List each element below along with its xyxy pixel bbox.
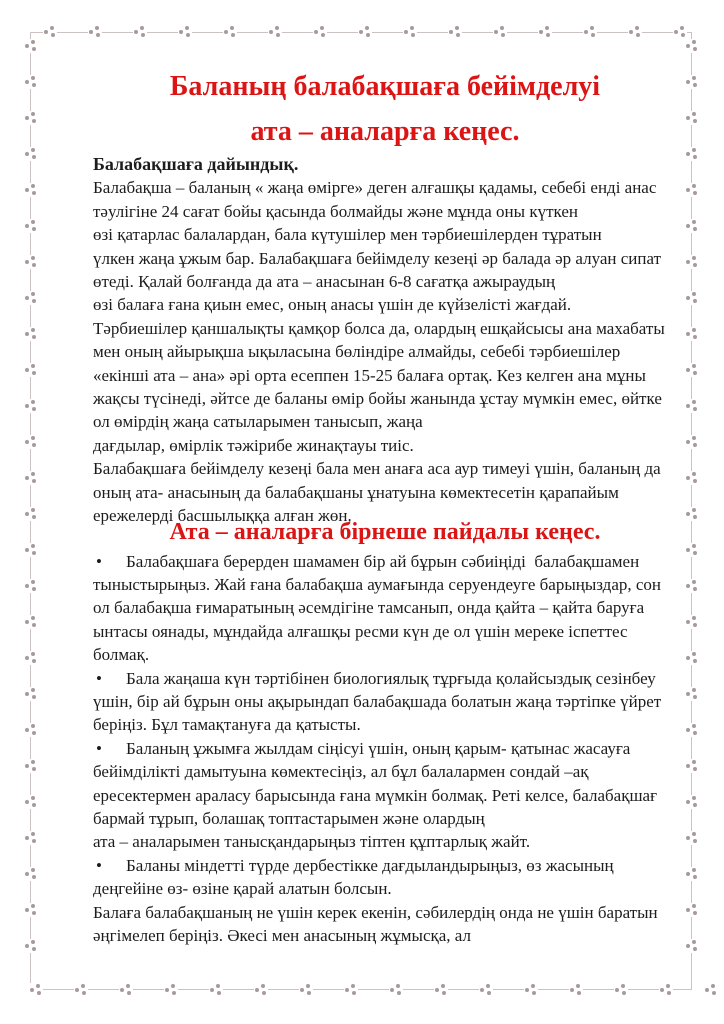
text-line: деңгейіне өз- өзіне қарай алатын болсын.: [93, 879, 392, 899]
ornament-dots-icon: [685, 399, 699, 413]
text-line: ата – аналарымен танысқандарыңыз тіптен құптарлық жайт.: [93, 832, 531, 852]
ornament-dots-icon: [43, 25, 57, 39]
bullet-line: • Баланың ұжымға жылдам сіңісуі үшін, оның қарым- қатынас жасауға: [93, 737, 677, 760]
ornament-dots-icon: [704, 983, 718, 997]
intro-paragraph: [93, 176, 677, 527]
ornament-dots-icon: [685, 831, 699, 845]
ornament-dots-icon: [583, 25, 597, 39]
ornament-dots-icon: [479, 983, 493, 997]
ornament-dots-icon: [685, 615, 699, 629]
ornament-dots-icon: [24, 903, 38, 917]
document-title: Баланың балабақшаға бейімделуі: [169, 71, 601, 102]
text-line: Балаға балабақшаның не үшін керек екенін, сәбилердің онда не үшін баратын: [93, 902, 658, 922]
ornament-dots-icon: [685, 147, 699, 161]
ornament-dots-icon: [685, 939, 699, 953]
ornament-dots-icon: [538, 25, 552, 39]
ornament-dots-icon: [685, 795, 699, 809]
ornament-dots-icon: [685, 759, 699, 773]
ornament-dots-icon: [178, 25, 192, 39]
bullet-icon: •: [96, 738, 102, 758]
text-line: болмақ.: [93, 645, 150, 665]
bullet-line: • Баланы міндетті түрде дербестікке дағдыландырыңыз, өз жасының: [93, 854, 677, 877]
text-line: дағдылар, өмірлік тәжірибе жинақтауы тиіс.: [93, 435, 414, 455]
ornament-dots-icon: [685, 291, 699, 305]
ornament-dots-icon: [24, 111, 38, 125]
section-heading: Балабақшаға дайындық.: [93, 154, 299, 174]
advice-heading: Ата – аналарға бірнеше пайдалы кеңес.: [169, 518, 601, 545]
document-content: [93, 70, 677, 947]
text-line: ересектермен араласу барысында ғана мүмкін болмақ. Реті келсе, балабақшағ: [93, 785, 658, 805]
ornament-dots-icon: [24, 579, 38, 593]
text-line: бармай тұрып, болашақ топтастарымен және олардың: [93, 808, 485, 828]
ornament-dots-icon: [313, 25, 327, 39]
ornament-dots-icon: [24, 183, 38, 197]
text-line: әңгімелеп беріңіз. Әкесі мен анасының жұмысқа, ал: [93, 926, 471, 945]
text-line: тәулігіне 24 сағат бойы қасында болмайды және мұнда оны күткен: [93, 201, 578, 221]
ornament-dots-icon: [24, 291, 38, 305]
ornament-dots-icon: [24, 615, 38, 629]
ornament-dots-icon: [133, 25, 147, 39]
text-line: оның ата- анасының да балабақшаны ұнатуына көмектесетін қарапайым: [93, 482, 619, 502]
ornament-dots-icon: [569, 983, 583, 997]
ornament-dots-icon: [344, 983, 358, 997]
bullet-list: [93, 550, 677, 901]
ornament-dots-icon: [434, 983, 448, 997]
ornament-dots-icon: [24, 39, 38, 53]
ornament-dots-icon: [628, 25, 642, 39]
ornament-dots-icon: [24, 687, 38, 701]
text-line: ынтасы оянады, мұндайда алғашқы ресми күн де ол үшін мереке іспеттес: [93, 621, 628, 641]
text-line: үшін, бір ай бұрын оны ақырындап балабақшада болатын жаңа тәртіпке үйрет: [93, 691, 662, 711]
bullet-icon: •: [96, 855, 102, 875]
ornament-dots-icon: [299, 983, 313, 997]
ornament-dots-icon: [685, 651, 699, 665]
ornament-dots-icon: [24, 255, 38, 269]
ornament-dots-icon: [403, 25, 417, 39]
text-line: Балабақша – баланың « жаңа өмірге» деген алғашқы қадамы, себебі енді анас: [93, 178, 657, 198]
ornament-dots-icon: [685, 435, 699, 449]
text-line: үлкен жаңа ұжым бар. Балабақшаға бейімделу кезеңі әр балада әр алуан сипат: [93, 248, 662, 268]
ornament-dots-icon: [685, 363, 699, 377]
text-line: ол балабақша ғимаратының әсемдігіне тамсанып, онда қайта – қайта баруға: [93, 598, 645, 618]
ornament-dots-icon: [685, 687, 699, 701]
text-line: жақсы түсінеді, әйтсе де баланы өмір бойы жанында ұстау мүмкін емес, өйтке: [93, 389, 662, 409]
text-line: тыныстырыңыз. Жай ғана балабақша аумағында серуендеуге барыңыздар, сон: [93, 574, 662, 594]
ornament-dots-icon: [685, 219, 699, 233]
ornament-dots-icon: [524, 983, 538, 997]
text-line: өзі балаға ғана қиын емес, оның анасы үшін де күйзелісті жағдай.: [93, 295, 572, 315]
text-line: беріңіз. Бұл тамақтануға да қатысты.: [93, 715, 361, 735]
ornament-dots-icon: [685, 327, 699, 341]
ornament-dots-icon: [659, 983, 673, 997]
ornament-dots-icon: [24, 759, 38, 773]
ornament-dots-icon: [164, 983, 178, 997]
ornament-dots-icon: [685, 39, 699, 53]
ornament-dots-icon: [685, 255, 699, 269]
ornament-dots-icon: [685, 867, 699, 881]
ornament-dots-icon: [685, 903, 699, 917]
text-line: Тәрбиешілер қаншалықты қамқор болса да, олардың ешқайсысы ана махабаты: [93, 318, 665, 338]
ornament-dots-icon: [254, 983, 268, 997]
ornament-dots-icon: [448, 25, 462, 39]
ornament-dots-icon: [614, 983, 628, 997]
ornament-dots-icon: [24, 435, 38, 449]
bullet-icon: •: [96, 551, 102, 571]
ornament-dots-icon: [685, 543, 699, 557]
ornament-dots-icon: [24, 831, 38, 845]
ornament-dots-icon: [24, 723, 38, 737]
ornament-dots-icon: [24, 795, 38, 809]
text-line: «екінші ата – ана» әрі орта есеппен 15-25 балаға ортақ. Кез келген ана мұны: [93, 365, 646, 385]
text-line: өзі қатарлас балалардан, бала күтушілер мен тәрбиешілерден тұратын: [93, 225, 602, 245]
ornament-dots-icon: [24, 327, 38, 341]
ornament-dots-icon: [74, 983, 88, 997]
ornament-dots-icon: [673, 25, 687, 39]
text-line: өтеді. Қалай болғанда да ата – анасынан 6-8 сағатқа ажыраудың: [93, 272, 556, 292]
ornament-dots-icon: [685, 723, 699, 737]
ornament-dots-icon: [685, 75, 699, 89]
ornament-dots-icon: [29, 983, 43, 997]
ornament-dots-icon: [24, 147, 38, 161]
ornament-dots-icon: [268, 25, 282, 39]
bullet-line: • Балабақшаға берерден шамамен бір ай бұрын сәбиіңіді балабақшамен: [93, 550, 677, 573]
ornament-dots-icon: [24, 75, 38, 89]
ornament-dots-icon: [685, 183, 699, 197]
ornament-dots-icon: [24, 399, 38, 413]
ornament-dots-icon: [685, 507, 699, 521]
ornament-dots-icon: [119, 983, 133, 997]
ornament-dots-icon: [223, 25, 237, 39]
bullet-line: • Бала жаңаша күн тәртібінен биологиялық тұрғыда қолайсыздық сезінбеу: [93, 667, 677, 690]
text-line: ережелерді басшылыққа алған жөн.: [93, 506, 352, 526]
ornament-dots-icon: [24, 363, 38, 377]
document-subtitle: ата – аналарға кеңес.: [250, 116, 520, 147]
ornament-dots-icon: [24, 507, 38, 521]
text-line: бейімділікті дамытуына көмектесіңіз, ал бұл балалармен сондай –ақ: [93, 762, 589, 782]
text-line: Балабақшаға бейімделу кезеңі бала мен анаға аса аур тимеуі үшін, баланың да: [93, 459, 661, 479]
ornament-dots-icon: [24, 939, 38, 953]
text-line: мен оның айырықша ықыласына бөліндіре алмайды, себебі тәрбиешілер: [93, 342, 621, 362]
ornament-dots-icon: [24, 651, 38, 665]
ornament-dots-icon: [358, 25, 372, 39]
ornament-dots-icon: [24, 219, 38, 233]
bullet-icon: •: [96, 668, 102, 688]
ornament-dots-icon: [24, 543, 38, 557]
ornament-dots-icon: [24, 867, 38, 881]
ornament-dots-icon: [209, 983, 223, 997]
ornament-dots-icon: [88, 25, 102, 39]
ornament-dots-icon: [389, 983, 403, 997]
ornament-dots-icon: [24, 471, 38, 485]
ornament-dots-icon: [685, 111, 699, 125]
closing-paragraph: [93, 901, 677, 948]
text-line: ол өмірдің жаңа сатыларымен танысып, жаңа: [93, 412, 423, 432]
ornament-dots-icon: [685, 579, 699, 593]
ornament-dots-icon: [493, 25, 507, 39]
ornament-dots-icon: [685, 471, 699, 485]
